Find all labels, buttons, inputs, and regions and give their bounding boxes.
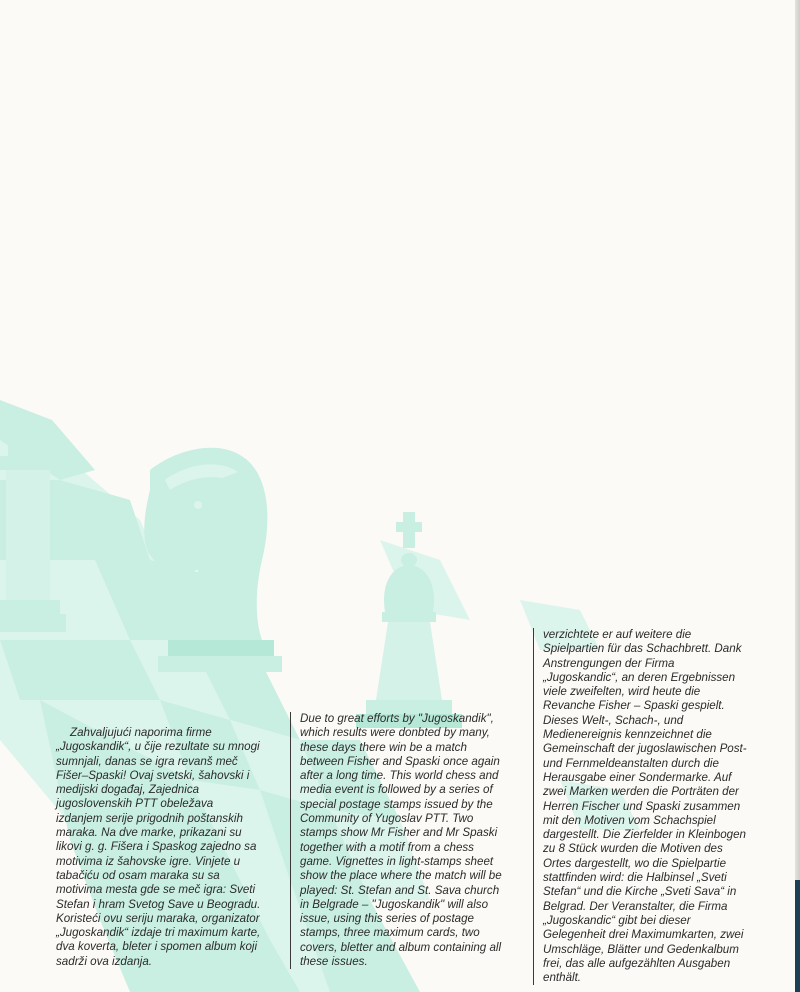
english-text-column: Due to great efforts by "Jugoskandik", which results were donbted by many, these days there win be a match between Fisher and Spaski once again after a long time. This world chess and media event is followed by a series of special postage stamps issued by the Community of Yugoslav PTT. Two stamps show Mr Fisher and Mr Spaski together with a motif from a chess game. Vignettes in light-stamps sheet show the place where the match will be played: St. Stefan and St. Sava church in Belgrade – "Jugoskandik" will also issue, using this series of postage stamps, three maximum cards, two covers, bletter and album containing all these issues. [290,712,518,969]
bishop-icon [356,512,462,728]
page-edge [795,0,800,992]
serbian-text-column: Zahvaljujući naporima firme „Jugoskandik“, u čije rezultate su mnogi sumnjali, danas se igra revanš meč Fišer–Spaski! Ovaj svetski, šahovski i medijski događaj, Zajednica jugoslovenskih PTT obeležava izdanjem serije prigodnih poštanskih maraka. Na dve marke, prikazani su likovi g. g. Fišera i Spaskog zajedno sa motivima iz šahovske igre. Vinjete u tabačiću od osam maraka su sa motivima mesta gde se meč igra: Sveti Stefan i hram Svetog Save u Beogradu. Koristeći ovu seriju maraka, organizator „Jugoskandik“ izdaje tri maximum karte, dva koverta, bleter i spomen album koji sadrži ova izdanja. [56,726,261,968]
german-text-column: verzichtete er auf weitere die Spielpartien für das Schachbrett. Dank Anstrengungen der Firma „Jugoskandic“, an deren Ergebnissen viele zweifelten, wird heute die Revanche Fisher – Spaski gespielt. Dieses Welt-, Schach-, und Medienereignis kennzeichnet die Gemeinschaft der jugoslawischen Post- und Fernmeldeanstalten durch die Herausgabe einer Sondermarke. Auf zwei Marken werden die Porträten der Herren Fischer und Spaski zusammen mit den Motiven vom Schachspiel dargestellt. Die Zierfelder in Kleinbogen zu 8 Stück wurden die Motiven des Ortes dargestellt, wo die Spielpartie stattfinden wird: die Halbinsel „Sveti Stefan“ und die Kirche „Sveti Sava“ in Belgrad. Der Veranstalter, die Firma „Jugoskandic“ gibt bei dieser Gelegenheit drei Maximumkarten, zwei Umschläge, Blätter und Gedenkalbum frei, das alle aufgezählten Ausgaben enthält. [533,628,773,985]
page-edge-strip [795,880,800,992]
